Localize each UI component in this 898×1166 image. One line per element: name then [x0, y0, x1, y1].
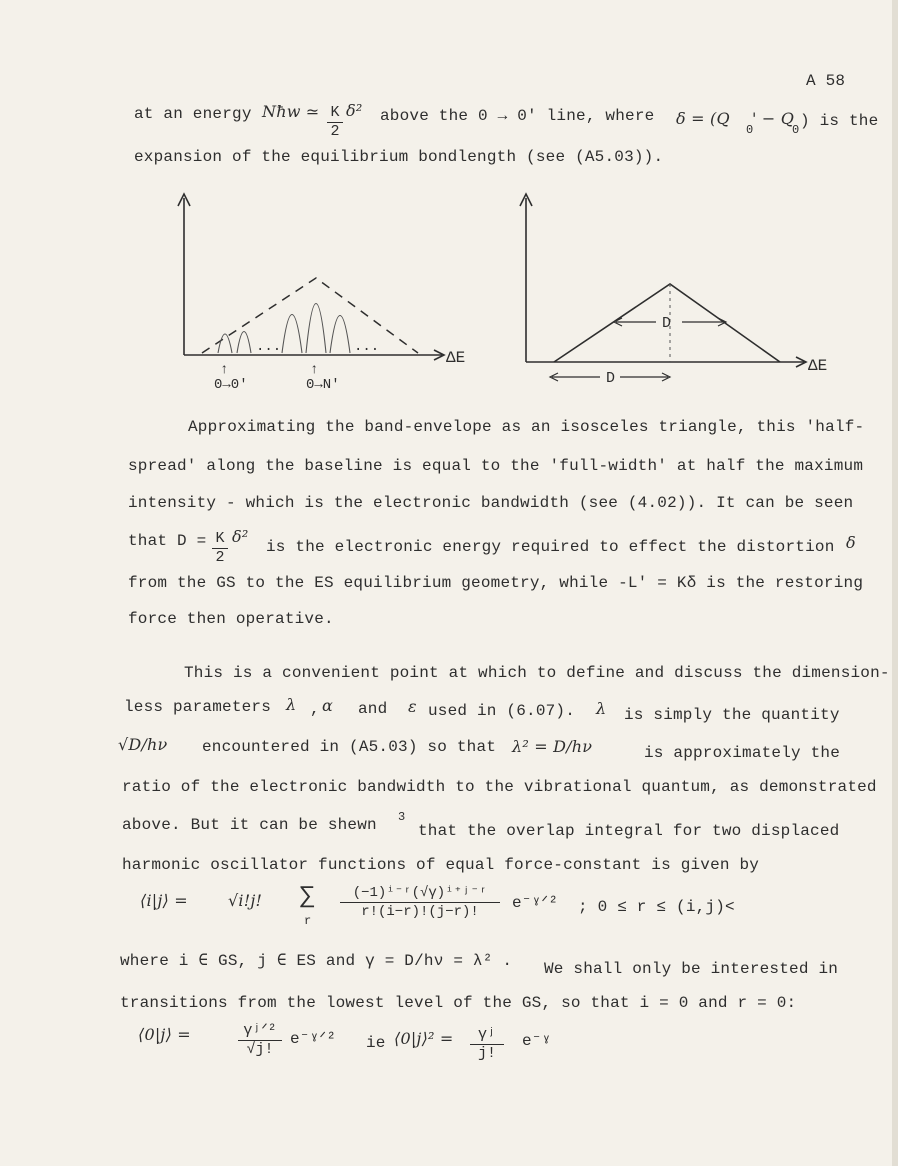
line2-text: expansion of the equilibrium bondlength (see (A5.03)).: [134, 148, 664, 166]
eq2-lhs: ⟨0|j⟩ =: [138, 1025, 191, 1044]
page-edge: [892, 0, 898, 1166]
para1-line4b: is the electronic energy required to effect the distortion: [266, 538, 835, 556]
line1-text-b: above the 0 → 0' line, where: [380, 107, 655, 125]
eq1-lhs: ⟨i|j⟩ =: [140, 891, 188, 910]
eq2-den2: j!: [477, 1045, 496, 1062]
para2-comma: ,: [310, 700, 320, 718]
eq1-den: r!(i−r)!(j−r)!: [361, 904, 479, 920]
para1-frac-den: 2: [215, 549, 225, 566]
envelope-dashed: [202, 278, 418, 353]
para1-line1: Approximating the band-envelope as an isosceles triangle, this 'half-: [188, 418, 865, 436]
peaks-ellipsis-1: ...: [256, 339, 282, 355]
peaks-ellipsis-2: ...: [354, 339, 380, 355]
para2-line3a: encountered in (A5.03) so that: [202, 738, 497, 756]
eq1-sum: ∑: [300, 883, 315, 910]
eq1-range: ; 0 ≤ r ≤ (i,j)<: [578, 898, 735, 916]
para2-and: and: [358, 700, 388, 718]
para1-delta2: δ²: [232, 527, 249, 546]
peak-1: [218, 334, 232, 353]
where-line-b: We shall only be interested in: [544, 960, 839, 978]
where-line-a: where i ∈ GS, j ∈ ES and γ = D/hν = λ² .: [120, 952, 513, 970]
para1-delta: δ: [846, 533, 856, 552]
transitions-line: transitions from the lowest level of the GS, so that i = 0 and r = 0:: [120, 994, 797, 1012]
right-axis-label: ΔE: [808, 357, 828, 375]
eq2-num2: γʲ: [470, 1026, 504, 1045]
para2-epsilon: ε: [408, 697, 417, 716]
band-envelope-figure: [170, 190, 490, 400]
eq2-lhs2: ⟨0|j⟩² =: [394, 1029, 454, 1048]
para2-line2a: less parameters: [124, 698, 272, 716]
line1-mid: ' − Q: [752, 109, 795, 128]
eq2-ie: ie: [366, 1034, 386, 1052]
para2-lambda: λ: [286, 695, 297, 714]
para1-line5: from the GS to the ES equilibrium geometry, while -L' = Kδ is the restoring: [128, 574, 864, 592]
eq2-num: γʲᐟ²: [238, 1022, 282, 1041]
para2-line4: ratio of the electronic bandwidth to the vibrational quantum, as demonstrated: [122, 778, 877, 796]
line1-nhw: Nħw ≃: [262, 102, 320, 121]
eq1-exp: e⁻ˠᐟ²: [512, 894, 559, 912]
para2-lambda2: λ: [596, 699, 607, 718]
triangle-figure: [510, 190, 850, 400]
line1-frac-num: K: [327, 104, 343, 123]
para1-line3: intensity - which is the electronic bandwidth (see (4.02)). It can be seen: [128, 494, 854, 512]
eq2-fraction-2: [470, 1026, 504, 1063]
eq1-root: √i!j!: [228, 891, 263, 910]
d-top-label: D: [662, 315, 672, 332]
para2-line2d: used in (6.07).: [428, 702, 576, 720]
para2-lambda-sq: λ² = D/hν: [512, 737, 593, 756]
peak-3: [282, 315, 302, 354]
peak-2: [237, 332, 251, 354]
para2-line2e: is simply the quantity: [624, 706, 840, 724]
eq2-den: √j!: [246, 1041, 274, 1058]
eq2-fraction: [238, 1022, 282, 1059]
para1-line4a: that D =: [128, 532, 207, 550]
line1-sub0a: 0: [746, 123, 754, 137]
line1-sub0b: 0: [792, 123, 800, 137]
d-bottom-label: D: [606, 370, 616, 387]
eq1-num: (−1)ⁱ⁻ʳ(√γ)ⁱ⁺ʲ⁻ʳ: [340, 884, 500, 903]
eq2-exp2: e⁻ˠ: [522, 1032, 552, 1050]
label-0-0prime: 0→0': [214, 377, 248, 393]
para2-line5b: that the overlap integral for two displaced: [418, 822, 840, 840]
para2-line3b: is approximately the: [644, 744, 841, 762]
para1-fraction: [212, 530, 228, 567]
para1-line6: force then operative.: [128, 610, 334, 628]
para2-sqrt-d-hv: √D/hν: [118, 735, 168, 754]
arrow-up-1: ↑: [220, 362, 229, 378]
line1-text-a: at an energy: [134, 105, 252, 123]
line1-text-c: ) is the: [800, 112, 879, 130]
para2-line6: harmonic oscillator functions of equal force-constant is given by: [122, 856, 760, 874]
line1-delta2: δ²: [346, 101, 363, 120]
peak-4: [306, 304, 326, 354]
line1-fraction: [327, 104, 343, 141]
para2-line1: This is a convenient point at which to define and discuss the dimension-: [184, 664, 890, 682]
para2-line5a: above. But it can be shewn: [122, 816, 377, 834]
eq2-exp: e⁻ˠᐟ²: [290, 1030, 337, 1048]
left-axis-label: ΔE: [446, 349, 466, 367]
para2-footnote: 3: [398, 810, 406, 824]
page-number: A 58: [806, 72, 846, 90]
arrow-up-2: ↑: [310, 362, 319, 378]
peak-5: [330, 316, 350, 354]
line1-delta-eq: δ = (Q: [676, 109, 730, 128]
eq1-sum-sub: r: [304, 914, 312, 928]
line1-frac-den: 2: [330, 123, 340, 140]
para1-line2: spread' along the baseline is equal to the 'full-width' at half the maximum: [128, 457, 864, 475]
label-0-nprime: 0→N': [306, 377, 340, 393]
para2-alpha: α: [322, 696, 334, 715]
eq1-fraction: [340, 884, 500, 921]
para1-frac-num: K: [212, 530, 228, 549]
